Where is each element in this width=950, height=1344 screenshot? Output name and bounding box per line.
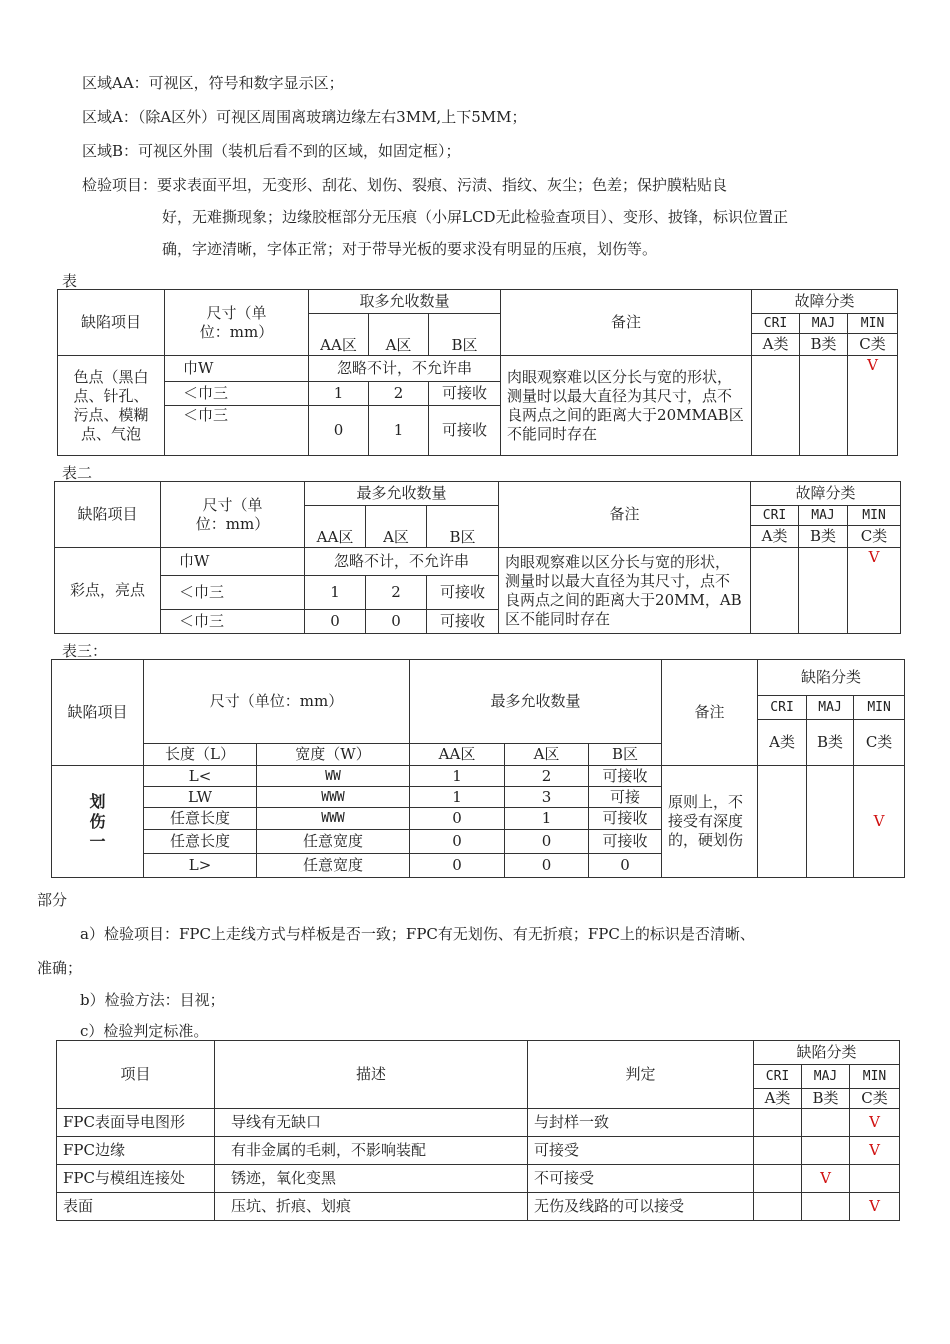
- t3-r3-aa: 0: [410, 830, 505, 854]
- t3-r2-w: WWW: [257, 808, 410, 830]
- table4: [56, 1040, 900, 1221]
- t2-h-note: 备注: [499, 482, 751, 548]
- t2-h-ca: A类: [751, 526, 799, 548]
- fpc-line-b: b）检验方法：目视；: [80, 991, 225, 1009]
- t2-h-cri: CRI: [751, 506, 799, 526]
- t3-r1-l: LW: [144, 787, 257, 808]
- t1-min-mark: V: [848, 356, 898, 456]
- t2-note: 肉眼观察难以区分长与宽的形状，测量时以最大直径为其尺寸，点不良两点之间的距离大于20MM，AB区不能同时存在: [499, 548, 751, 634]
- t4-r0-judge: 与封样一致: [528, 1109, 754, 1137]
- t4-h-item: 项目: [57, 1041, 215, 1109]
- t2-h-cc: C类: [848, 526, 901, 548]
- t3-r0-aa: 1: [410, 766, 505, 787]
- t4-h-min: MIN: [850, 1065, 900, 1089]
- t4-r2-maj: V: [802, 1165, 850, 1193]
- t4-r1-min: V: [850, 1137, 900, 1165]
- t4-r3-cri: [754, 1193, 802, 1221]
- fpc-section-title: 部分: [37, 891, 68, 909]
- t3-r1-b: 可接: [589, 787, 662, 808]
- t2-r3-aa: 0: [305, 610, 366, 634]
- t1-h-min: MIN: [848, 314, 898, 334]
- t2-r2-aa: 1: [305, 576, 366, 610]
- t1-h-a: A区: [369, 314, 429, 356]
- t2-r3-b: 可接收: [427, 610, 499, 634]
- t3-r2-a: 1: [505, 808, 589, 830]
- t1-r3-aa: 0: [309, 406, 369, 456]
- t3-h-min: MIN: [854, 696, 905, 720]
- t1-r2-aa: 1: [309, 382, 369, 406]
- t3-item: 划伤一: [52, 766, 144, 878]
- t3-r2-aa: 0: [410, 808, 505, 830]
- t3-min-mark: V: [854, 766, 905, 878]
- t1-h-qty: 取多允收数量: [309, 290, 501, 314]
- t1-note: 肉眼观察难以区分长与宽的形状，测量时以最大直径为其尺寸，点不良两点之间的距离大于20MMAB区不能同时存在: [501, 356, 752, 456]
- t4-r3-desc: 压坑、折痕、划痕: [215, 1193, 528, 1221]
- t1-r3-b: 可接收: [429, 406, 501, 456]
- table2-caption: 表二: [62, 464, 93, 482]
- t4-r1-desc: 有非金属的毛刺，不影响装配: [215, 1137, 528, 1165]
- t2-r2-a: 2: [366, 576, 427, 610]
- t2-h-maj: MAJ: [799, 506, 848, 526]
- t3-r1-a: 3: [505, 787, 589, 808]
- t3-cri-cell: [758, 766, 807, 878]
- t2-h-aa: AA区: [305, 506, 366, 548]
- t4-r1-judge: 可接受: [528, 1137, 754, 1165]
- t3-r3-w: 任意宽度: [257, 830, 410, 854]
- t4-r3-min: V: [850, 1193, 900, 1221]
- t1-r2-b: 可接收: [429, 382, 501, 406]
- t4-r2-item: FPC与模组连接处: [57, 1165, 215, 1193]
- t3-r0-b: 可接收: [589, 766, 662, 787]
- t2-h-class: 故障分类: [751, 482, 901, 506]
- t1-r2-size: ＜巾三: [165, 382, 309, 406]
- t3-r4-l: L>: [144, 854, 257, 878]
- table2: [54, 481, 901, 634]
- t2-cri-cell: [751, 548, 799, 634]
- t2-h-b: B区: [427, 506, 499, 548]
- t3-maj-cell: [807, 766, 854, 878]
- intro-line-2: 区域A：（除A区外）可视区周围离玻璃边缘左右3MM,上下5MM；: [82, 108, 527, 126]
- t2-r2-b: 可接收: [427, 576, 499, 610]
- t2-h-item: 缺陷项目: [55, 482, 161, 548]
- t3-h-a: A区: [505, 744, 589, 766]
- t2-maj-cell: [799, 548, 848, 634]
- t4-r0-min: V: [850, 1109, 900, 1137]
- t1-h-ca: A类: [752, 334, 800, 356]
- t4-r2-cri: [754, 1165, 802, 1193]
- t1-h-maj: MAJ: [800, 314, 848, 334]
- t2-r1-size: 巾W: [161, 548, 305, 576]
- t2-r3-size: ＜巾三: [161, 610, 305, 634]
- t4-r1-item: FPC边缘: [57, 1137, 215, 1165]
- t4-r0-maj: [802, 1109, 850, 1137]
- t4-r0-cri: [754, 1109, 802, 1137]
- t4-h-cc: C类: [850, 1089, 900, 1109]
- t1-item: 色点（黑白点、针孔、污点、模糊点、气泡: [58, 356, 165, 456]
- fpc-line-c: c）检验判定标准。: [80, 1022, 209, 1040]
- t3-r0-a: 2: [505, 766, 589, 787]
- t4-r1-maj: [802, 1137, 850, 1165]
- t3-r3-l: 任意长度: [144, 830, 257, 854]
- t2-h-a: A区: [366, 506, 427, 548]
- t1-h-cri: CRI: [752, 314, 800, 334]
- t3-r2-l: 任意长度: [144, 808, 257, 830]
- t3-h-size: 尺寸（单位：mm）: [144, 660, 410, 744]
- t2-r3-a: 0: [366, 610, 427, 634]
- t2-r1-qty: 忽略不计，不允许串: [305, 548, 499, 576]
- t1-h-cb: B类: [800, 334, 848, 356]
- t4-r0-desc: 导线有无缺口: [215, 1109, 528, 1137]
- t4-r0-item: FPC表面导电图形: [57, 1109, 215, 1137]
- t3-h-len: 长度（L）: [144, 744, 257, 766]
- intro-line-4: 检验项目：要求表面平坦，无变形、刮花、划伤、裂痕、污渍、指纹、灰尘；色差；保护膜粘贴良: [82, 176, 728, 194]
- t2-h-qty: 最多允收数量: [305, 482, 499, 506]
- t4-r2-judge: 不可接受: [528, 1165, 754, 1193]
- t2-r2-size: ＜巾三: [161, 576, 305, 610]
- t3-r1-w: WWW: [257, 787, 410, 808]
- t2-min-mark: V: [848, 548, 901, 634]
- t4-h-cri: CRI: [754, 1065, 802, 1089]
- t3-h-cri: CRI: [758, 696, 807, 720]
- t3-h-qty: 最多允收数量: [410, 660, 662, 744]
- t1-maj-cell: [800, 356, 848, 456]
- t4-r2-min: [850, 1165, 900, 1193]
- table3-caption: 表三：: [62, 642, 108, 660]
- t1-cri-cell: [752, 356, 800, 456]
- t1-r2-a: 2: [369, 382, 429, 406]
- t3-h-class: 缺陷分类: [758, 660, 905, 696]
- t3-r3-a: 0: [505, 830, 589, 854]
- t3-h-cb: B类: [807, 720, 854, 766]
- t3-h-note: 备注: [662, 660, 758, 766]
- t3-note: 原则上，不接受有深度的，硬划伤: [662, 766, 758, 878]
- t4-r1-cri: [754, 1137, 802, 1165]
- t1-h-note: 备注: [501, 290, 752, 356]
- t1-h-aa: AA区: [309, 314, 369, 356]
- t4-h-maj: MAJ: [802, 1065, 850, 1089]
- intro-line-5: 好，无难撕现象；边缘胶框部分无压痕（小屏LCD无此检验查项目）、变形、披锋，标识位置正: [162, 208, 788, 226]
- t4-r3-maj: [802, 1193, 850, 1221]
- t3-r3-b: 可接收: [589, 830, 662, 854]
- table3: [51, 659, 905, 878]
- t4-h-ca: A类: [754, 1089, 802, 1109]
- t1-h-item: 缺陷项目: [58, 290, 165, 356]
- t1-r1-size: 巾W: [165, 356, 309, 382]
- t3-h-b: B区: [589, 744, 662, 766]
- t3-r4-a: 0: [505, 854, 589, 878]
- t3-r4-w: 任意宽度: [257, 854, 410, 878]
- t4-h-class: 缺陷分类: [754, 1041, 900, 1065]
- table1-caption: 表: [62, 272, 78, 290]
- t4-r2-desc: 锈迹，氧化变黑: [215, 1165, 528, 1193]
- t1-h-size: 尺寸（单位：mm）: [165, 290, 309, 356]
- t2-h-cb: B类: [799, 526, 848, 548]
- t1-r1-qty: 忽略不计，不允许串: [309, 356, 501, 382]
- t4-h-cb: B类: [802, 1089, 850, 1109]
- intro-line-1: 区域AA：可视区，符号和数字显示区；: [82, 74, 344, 92]
- fpc-line-a1: a）检验项目：FPC上走线方式与样板是否一致；FPC有无划伤、有无折痕；FPC上的标识是否清晰、: [80, 925, 755, 943]
- t1-h-class: 故障分类: [752, 290, 898, 314]
- t1-h-cc: C类: [848, 334, 898, 356]
- t4-r3-item: 表面: [57, 1193, 215, 1221]
- t3-h-maj: MAJ: [807, 696, 854, 720]
- t3-r2-b: 可接收: [589, 808, 662, 830]
- table1: [57, 289, 898, 456]
- t3-h-ca: A类: [758, 720, 807, 766]
- t1-r3-size: ＜巾三: [165, 406, 309, 456]
- t1-r3-a: 1: [369, 406, 429, 456]
- t2-h-size: 尺寸（单位：mm）: [161, 482, 305, 548]
- t3-r4-b: 0: [589, 854, 662, 878]
- intro-line-3: 区域B：可视区外围（装机后看不到的区域，如固定框）；: [82, 142, 461, 160]
- t3-r0-l: L<: [144, 766, 257, 787]
- t2-item: 彩点，亮点: [55, 548, 161, 634]
- t2-h-min: MIN: [848, 506, 901, 526]
- t3-h-aa: AA区: [410, 744, 505, 766]
- t1-h-b: B区: [429, 314, 501, 356]
- t4-h-judge: 判定: [528, 1041, 754, 1109]
- t3-r0-w: WW: [257, 766, 410, 787]
- t4-h-desc: 描述: [215, 1041, 528, 1109]
- t3-r4-aa: 0: [410, 854, 505, 878]
- t3-r1-aa: 1: [410, 787, 505, 808]
- t3-h-item: 缺陷项目: [52, 660, 144, 766]
- t3-h-cc: C类: [854, 720, 905, 766]
- fpc-line-a2: 准确；: [37, 959, 83, 977]
- t3-h-wid: 宽度（W）: [257, 744, 410, 766]
- t4-r3-judge: 无伤及线路的可以接受: [528, 1193, 754, 1221]
- intro-line-6: 确，字迹清晰，字体正常；对于带导光板的要求没有明显的压痕，划伤等。: [162, 240, 658, 258]
